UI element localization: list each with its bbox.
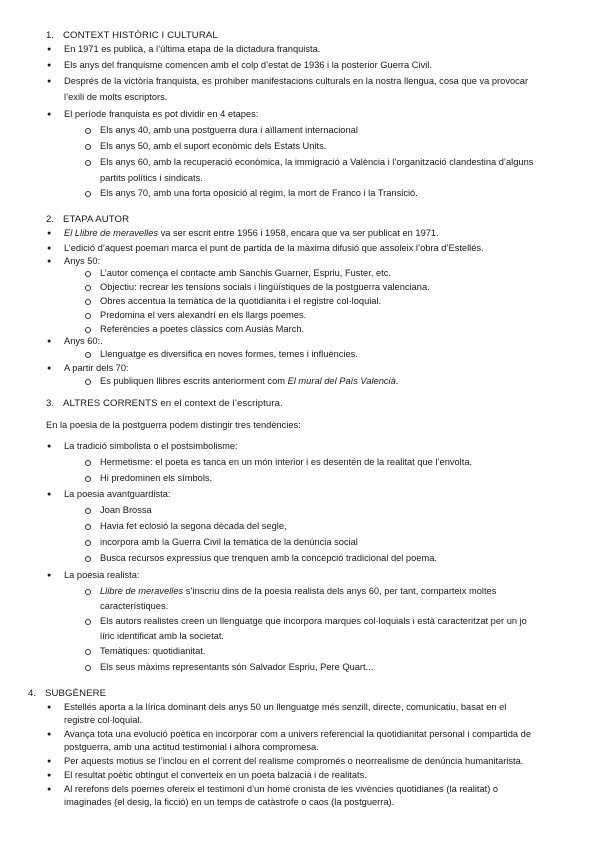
sub-list-item: Llenguatge es diversifica en noves formes, temes i influències. — [100, 349, 358, 359]
sub-list-item-continuation: líric identificat amb la societat. — [100, 631, 225, 641]
bullet-icon: ● — [47, 111, 52, 118]
list-item: Estellés aporta a la lírica dominant dels anys 50 un llenguatge més senzill, directe, comunicatiu, basat en el — [64, 702, 507, 712]
sub-list-item — [100, 586, 496, 597]
list-item-text: . — [395, 376, 399, 386]
book-title: El mural del País Valencià — [287, 376, 396, 386]
sub-list-item: Els autors realistes creen un llenguatge que incorpora marques col·loquials i està caracteritzat per un jo — [100, 616, 527, 626]
list-item-text: s’inscriu dins de la poesia realista dels anys 60, per tant, comparteix moltes — [183, 586, 497, 596]
list-item: En 1971 es publicà, a l’última etapa de la dictadura franquista. — [64, 44, 321, 54]
bullet-icon: ● — [47, 731, 52, 738]
bullet-icon: ● — [47, 572, 52, 579]
list-item-text: Es publiquen llibres escrits anteriorment com — [100, 376, 288, 386]
sub-list-item: Els anys 40, amb una postguerra dura i aïllament internacional — [100, 125, 358, 135]
circle-bullet-icon — [85, 285, 91, 291]
sub-list-item-continuation: partits polítics i sindicats. — [100, 173, 203, 183]
bullet-icon: ● — [47, 443, 52, 450]
book-title: El Llibre de meravelles — [64, 228, 159, 238]
circle-bullet-icon — [85, 665, 91, 671]
sub-list-item-continuation: característiques. — [100, 601, 169, 611]
bullet-icon: ● — [47, 786, 52, 793]
circle-bullet-icon — [85, 589, 91, 595]
circle-bullet-icon — [85, 556, 91, 562]
circle-bullet-icon — [85, 352, 91, 358]
list-item-continuation: postguerra, amb una actitud testimonial i alhora compromesa. — [64, 742, 319, 752]
bullet-icon: ● — [47, 245, 52, 252]
paragraph-intro: En la poesia de la postguerra podem distingir tres tendències: — [46, 420, 301, 430]
book-title: Llibre de meravelles — [100, 586, 184, 596]
section-heading-3 — [46, 398, 283, 409]
sub-list-item: Hermetisme: el poeta es tanca en un món interior i es desentén de la realitat que l’envolta. — [100, 457, 473, 467]
circle-bullet-icon — [85, 313, 91, 319]
list-item — [64, 228, 439, 239]
sub-list-item: Referències a poetes clàssics com Ausiàs March. — [100, 324, 305, 334]
circle-bullet-icon — [85, 476, 91, 482]
circle-bullet-icon — [85, 128, 91, 134]
bullet-icon: ● — [47, 772, 52, 779]
list-item: Per aquests motius se l’inclou en el corrent del realisme compromés o neorrealisme de denúncia humanitarista. — [64, 756, 524, 766]
list-item: Els anys del franquisme comencen amb el colp d’estat de 1936 i la posterior Guerra Civil. — [64, 60, 432, 70]
circle-bullet-icon — [85, 649, 91, 655]
section-heading-1 — [46, 30, 218, 41]
circle-bullet-icon — [85, 299, 91, 305]
circle-bullet-icon — [85, 191, 91, 197]
section-number: 2. — [46, 214, 55, 225]
section-title: ALTRES CORRENTS en el context de l’escriptura. — [63, 398, 283, 409]
circle-bullet-icon — [85, 460, 91, 466]
sub-list-item: incorpora amb la Guerra Civil la temàtica de la denúncia social — [100, 537, 358, 547]
sub-list-item: Havia fet eclosió la segona dècada del segle, — [100, 521, 287, 531]
circle-bullet-icon — [85, 160, 91, 166]
sub-list-item — [100, 376, 398, 387]
sub-list-item: Els anys 70, amb una forta oposició al règim, la mort de Franco i la Transició. — [100, 188, 418, 198]
list-item: L’edició d’aquest poemari marca el punt de partida de la màxima difusió que assoleix l’obra d’Estellés. — [64, 243, 484, 253]
bullet-icon: ● — [47, 491, 52, 498]
sub-list-item: Objectiu: recrear les tensions socials i lingüístiques de la postguerra valenciana. — [100, 282, 430, 292]
list-item: Al rerefons dels poemes ofereix el testimoni d’un home cronista de les vivències quotidianes (la realitat) o — [64, 784, 499, 794]
circle-bullet-icon — [85, 524, 91, 530]
section-title: CONTEXT HISTÒRIC I CULTURAL — [63, 30, 218, 41]
bullet-icon: ● — [47, 78, 52, 85]
sub-list-item: Hi predominen els símbols. — [100, 473, 213, 483]
bullet-icon: ● — [47, 46, 52, 53]
list-item: El resultat poètic obtingut el converteix en un poeta balzacià i de realitats. — [64, 770, 367, 780]
list-item: Després de la victòria franquista, es prohiber manifestacions culturals en la nostra llengua, cosa que va provocar — [64, 76, 529, 86]
list-item: Anys 60:. — [64, 336, 103, 346]
bullet-icon: ● — [47, 704, 52, 711]
bullet-icon: ● — [47, 258, 52, 265]
sub-list-item: L’autor comença el contacte amb Sanchis Guarner, Espriu, Fuster, etc. — [100, 268, 391, 278]
circle-bullet-icon — [85, 619, 91, 625]
circle-bullet-icon — [85, 508, 91, 514]
bullet-icon: ● — [47, 365, 52, 372]
list-item: A partir dels 70: — [64, 363, 129, 373]
circle-bullet-icon — [85, 540, 91, 546]
sub-list-item: Busca recursos expressius que trenquen amb la concepció tradicional del poema. — [100, 553, 437, 563]
list-item: El període franquista es pot dividir en 4 etapes: — [64, 109, 259, 119]
list-item: La poesia avantguardista: — [64, 489, 171, 499]
section-title: SUBGÈNERE — [45, 688, 107, 699]
sub-list-item: Obres accentua la temàtica de la quotidianita i el registre col·loquial. — [100, 296, 382, 306]
sub-list-item: Joan Brossa — [100, 505, 152, 515]
circle-bullet-icon — [85, 271, 91, 277]
list-item: La tradició simbolista o el postsimbolisme: — [64, 441, 238, 451]
sub-list-item: Els seus màxims representants són Salvador Espriu, Pere Quart... — [100, 662, 374, 672]
circle-bullet-icon — [85, 144, 91, 150]
section-number: 1. — [46, 30, 55, 41]
list-item-continuation: l’exili de molts escriptors. — [64, 92, 168, 102]
section-number: 3. — [46, 398, 55, 409]
bullet-icon: ● — [47, 338, 52, 345]
bullet-icon: ● — [47, 758, 52, 765]
circle-bullet-icon — [85, 327, 91, 333]
sub-list-item: Els anys 60, amb la recuperació econòmica, la immigració a València i l’organització clandestina d’alguns — [100, 157, 534, 167]
sub-list-item: Els anys 50, amb el suport econòmic dels Estats Units. — [100, 141, 327, 151]
list-item-continuation: imaginades (el desig, la ficció) en un temps de catàstrofe o caos (la postguerra). — [64, 797, 395, 807]
bullet-icon: ● — [47, 62, 52, 69]
list-item-continuation: registre col·loquial. — [64, 715, 143, 725]
section-heading-4 — [28, 688, 106, 699]
sub-list-item: Predomina el vers alexandrí en els llargs poemes. — [100, 310, 307, 320]
list-item: Avança tota una evolució poètica en incorporar com a univers referencial la quotidianitat personal i compartida de — [64, 729, 532, 739]
circle-bullet-icon — [85, 379, 91, 385]
section-number: 4. — [28, 688, 37, 699]
bullet-icon: ● — [47, 230, 52, 237]
section-heading-2 — [46, 214, 129, 225]
section-title: ETAPA AUTOR — [63, 214, 130, 225]
list-item: Anys 50: — [64, 256, 101, 266]
list-item-text: va ser escrit entre 1956 i 1958, encara que va ser publicat en 1971. — [158, 228, 439, 238]
list-item: La poesia realista: — [64, 570, 140, 580]
sub-list-item: Temàtiques: quotidianitat. — [100, 646, 206, 656]
